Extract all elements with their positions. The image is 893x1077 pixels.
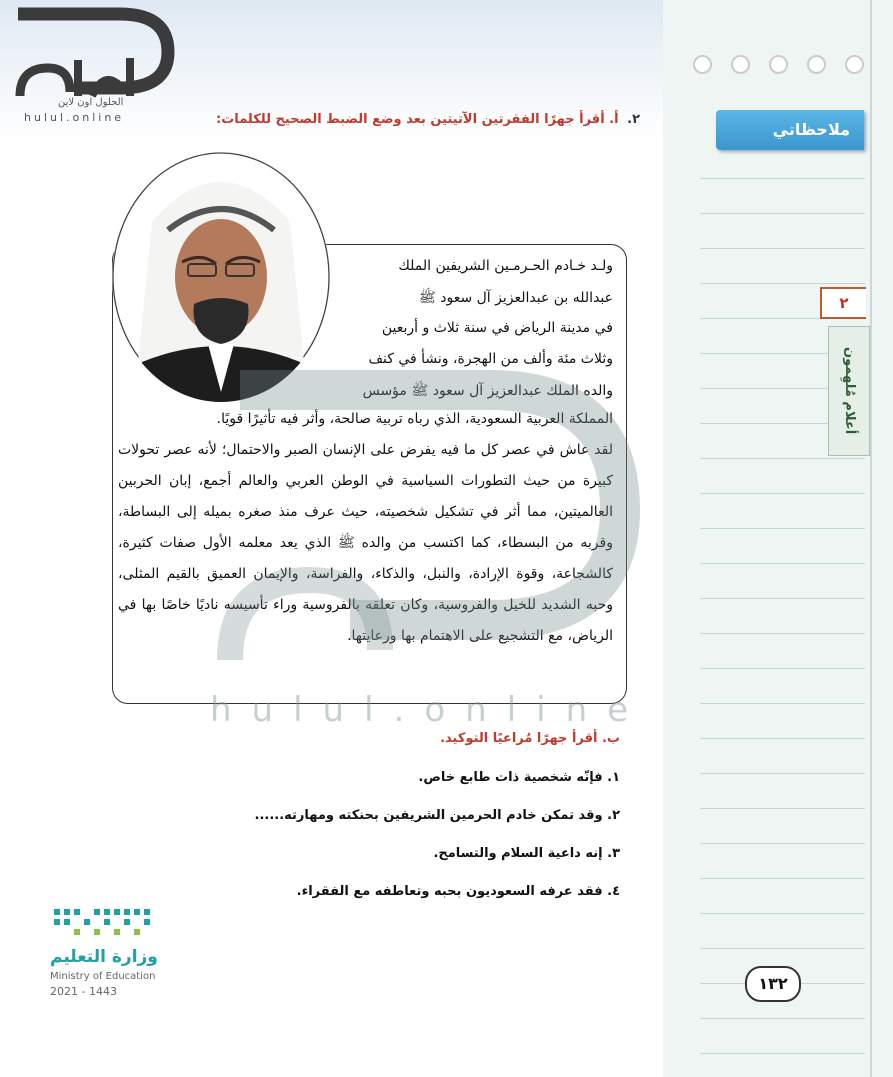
exercise-number: ٢. (627, 112, 640, 127)
binder-hole (845, 55, 864, 74)
logo-url: hulul.online (24, 111, 125, 124)
watermark-url: hulul.online (210, 690, 649, 730)
passage-line: والده الملك عبدالعزيز آل سعود ﷺ مؤسس (362, 383, 613, 399)
ministry-emblem-icon (50, 903, 160, 943)
sentence-item: ١. فإنّه شخصية ذات طابع خاص. (418, 770, 620, 785)
notebook-rule-line (700, 703, 865, 704)
edition-year: 2021 - 1443 (50, 985, 117, 998)
page-number: ١٣٢ (745, 966, 801, 1002)
part-b-heading: ب. أقرأ جهرًا مُراعيًا التوكيد. (440, 731, 620, 746)
sentence-item: ٤. فقد عرفه السعوديون بحبه وتعاطفه مع الفقراء. (296, 884, 620, 899)
ministry-name-ar: وزارة التعليم (50, 947, 158, 967)
notebook-rule-line (700, 773, 865, 774)
exercise-heading (170, 112, 640, 127)
notebook-rule-line (700, 878, 865, 879)
binder-hole (769, 55, 788, 74)
notebook-rule-line (700, 178, 865, 179)
binder-hole (731, 55, 750, 74)
notes-tab: ملاحظاتي (716, 110, 864, 150)
notebook-rule-line (700, 493, 865, 494)
notebook-rule-line (700, 808, 865, 809)
notebook-rule-line (700, 598, 865, 599)
margin-line (870, 0, 872, 1077)
logo-tagline: الحلول اون لاين (58, 97, 124, 108)
passage-line: وثلاث مئة وألف من الهجرة، ونشأ في كنف (368, 351, 613, 367)
sentence-item: ٢. وقد تمكن خادم الحرمين الشريفين بحنكته ومهارته...... (254, 808, 620, 823)
hulul-logo (0, 0, 180, 140)
notebook-rule-line (700, 248, 865, 249)
passage-paragraph-2: لقد عاش في عصر كل ما فيه يفرض على الإنسان الصبر والاحتمال؛ لأنه عصر تحولات كبيرة من حيث التطورات السياسية في الوطن العربي والعالم أجمع، إبان الحربين العالميتين، مما أثر في تشكيل شخصيته، حيث عرف منذ صغره بميله إلى البساطة، وقربه من البسطاء، كما اكتسب من والده ﷺ الذي يعد معلمه الأول صفات كثيرة، كالشجاعة، وقوة الإرادة، والنبل، والذكاء، والفراسة، والإيمان العميق بالقيم المثلى، وحبه الشديد للخيل والفروسية، وكان تعلقه بالفروسية وراء تأسيسه ناديًا خاصًا بها في الرياض، مع التشجيع على الاهتمام بها ورعايتها. (118, 442, 613, 644)
notebook-rule-line (700, 458, 865, 459)
binder-hole (693, 55, 712, 74)
notebook-rule-line (700, 1053, 865, 1054)
passage-line: عبدالله بن عبدالعزيز آل سعود ﷺ (418, 290, 613, 306)
notebook-rule-line (700, 1018, 865, 1019)
unit-name: أعلام مُلهِمون (828, 326, 870, 456)
binder-hole (807, 55, 826, 74)
notebook-rule-line (700, 633, 865, 634)
ministry-logo (50, 903, 190, 998)
passage-line: في مدينة الرياض في سنة ثلاث و أربعين (381, 320, 613, 336)
notebook-rule-line (700, 913, 865, 914)
notebook-rule-line (700, 563, 865, 564)
notebook-rule-line (700, 668, 865, 669)
notebook-rule-line (700, 843, 865, 844)
notebook-rule-line (700, 948, 865, 949)
exercise-instruction: أ. أقرأ جهرًا الفقرتين الآتيتين بعد وضع الضبط الصحيح للكلمات: (216, 112, 619, 127)
notes-page (663, 0, 893, 1077)
ministry-name-en: Ministry of Education (50, 971, 156, 982)
notebook-rule-line (700, 738, 865, 739)
watermark-icon (200, 360, 650, 690)
unit-number: ٢ (820, 287, 866, 319)
notebook-rule-line (700, 528, 865, 529)
passage-continuation: المملكة العربية السعودية، الذي رباه تربية صالحة، وأثر فيه تأثيرًا قويًا. (216, 411, 613, 427)
passage-line: ولـد خـادم الحـرمـين الشريفين الملك (398, 258, 613, 274)
notebook-rule-line (700, 283, 865, 284)
sentence-item: ٣. إنه داعية السلام والتسامح. (433, 846, 620, 861)
notebook-rule-line (700, 213, 865, 214)
